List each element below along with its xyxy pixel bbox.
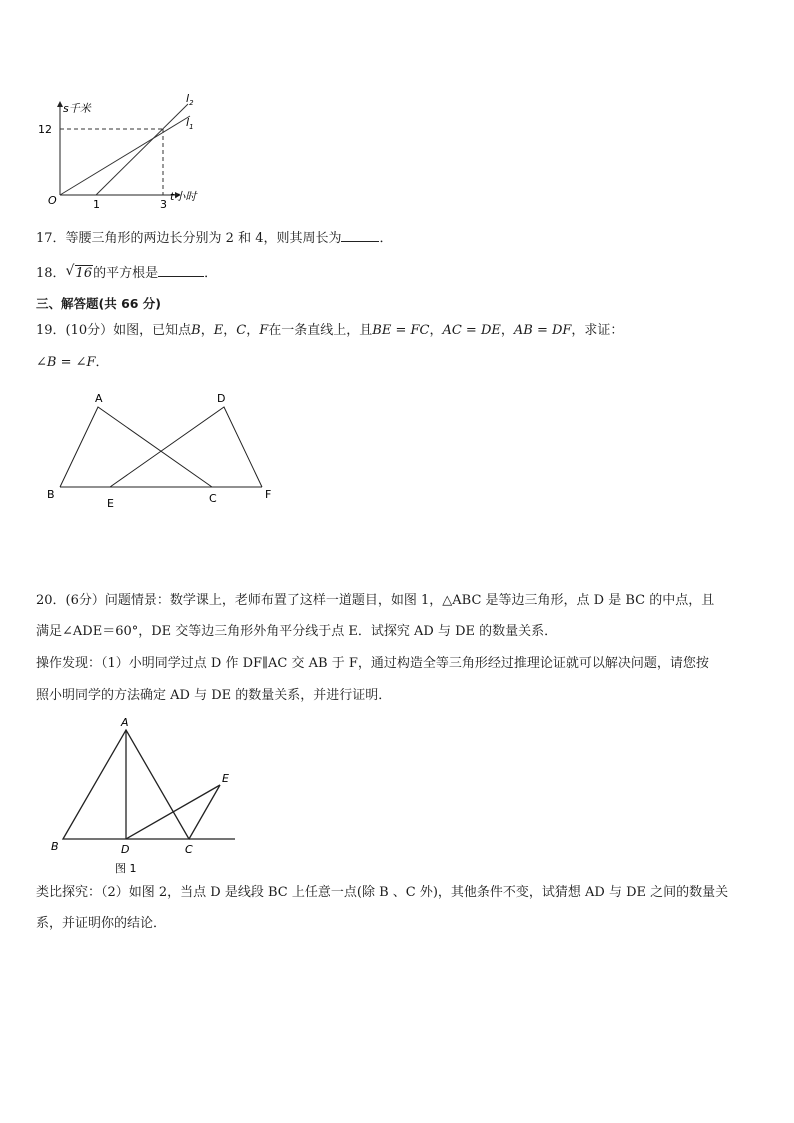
segment-de	[126, 785, 220, 839]
fig1-point-d: D	[121, 843, 130, 856]
question-20-p5: 类比探究：（2）如图 2，当点 D 是线段 BC 上任意一点(除 B 、C 外)，其他条件不变，试猜想 AD 与 DE 之间的数量关	[36, 885, 729, 900]
point-e-label: E	[107, 497, 114, 510]
question-18: 18． √ 16的平方根是 ．	[36, 263, 218, 281]
x-axis-label: t小时	[170, 190, 197, 203]
x-tick-1: 1	[93, 198, 100, 211]
answer-blank-18[interactable]	[158, 264, 204, 277]
line-e-d-f	[110, 407, 262, 487]
question-20-p6: 系，并证明你的结论．	[36, 916, 167, 931]
point-f-label: F	[265, 488, 272, 501]
distance-time-graph	[30, 88, 250, 212]
point-d-label: D	[217, 392, 226, 405]
question-20-p3: 操作发现：（1）小明同学过点 D 作 DF∥AC 交 AB 于 F，通过构造全等三角形经过推理论证就可以解决问题，请您按	[36, 656, 709, 671]
line-l1	[60, 116, 190, 195]
question-20-p4: 照小明同学的方法确定 AD 与 DE 的数量关系，并进行证明．	[36, 688, 392, 703]
y-tick-12: 12	[38, 123, 52, 136]
line-b-a-c	[60, 407, 212, 487]
section-3-title: 三、解答题(共 66 分)	[36, 296, 162, 311]
line-l2	[96, 104, 188, 195]
question-19-line2: ∠B = ∠F．	[36, 355, 109, 370]
segment-ce	[189, 785, 220, 839]
triangle-figure-1-q20	[45, 712, 245, 877]
origin-label: O	[48, 194, 57, 207]
fig1-point-b: B	[51, 840, 59, 853]
question-17: 17．等腰三角形的两边长分别为 2 和 4，则其周长为 ．	[36, 231, 393, 246]
point-a-label: A	[95, 392, 103, 405]
point-c-label: C	[209, 492, 217, 505]
question-19-line1: 19．(10分）如图，已知点B，E，C，F在一条直线上，且BE = FC，AC = DE，AB = DF，求证：	[36, 323, 624, 338]
point-b-label: B	[47, 488, 55, 501]
question-20-p1: 20．(6分）问题情景：数学课上，老师布置了这样一道题目，如图 1，△ABC 是等边三角形，点 D 是 BC 的中点，且	[36, 593, 715, 608]
line-l1-label: $l_1$	[186, 116, 194, 131]
answer-blank-17[interactable]	[341, 229, 379, 242]
fig1-point-a: A	[121, 716, 129, 729]
fig1-caption: 图 1	[115, 862, 137, 875]
fig1-point-c: C	[185, 843, 193, 856]
fig1-point-e: E	[222, 772, 229, 785]
line-l2-label: $l_2$	[186, 92, 194, 107]
x-tick-3: 3	[160, 198, 167, 211]
sqrt-16: √ 16	[65, 263, 93, 281]
question-20-p2: 满足∠ADE＝60°，DE 交等边三角形外角平分线于点 E．试探究 AD 与 DE 的数量关系．	[36, 624, 558, 639]
y-axis-label: s千米	[63, 102, 91, 115]
triangle-figure-q19	[40, 388, 290, 513]
